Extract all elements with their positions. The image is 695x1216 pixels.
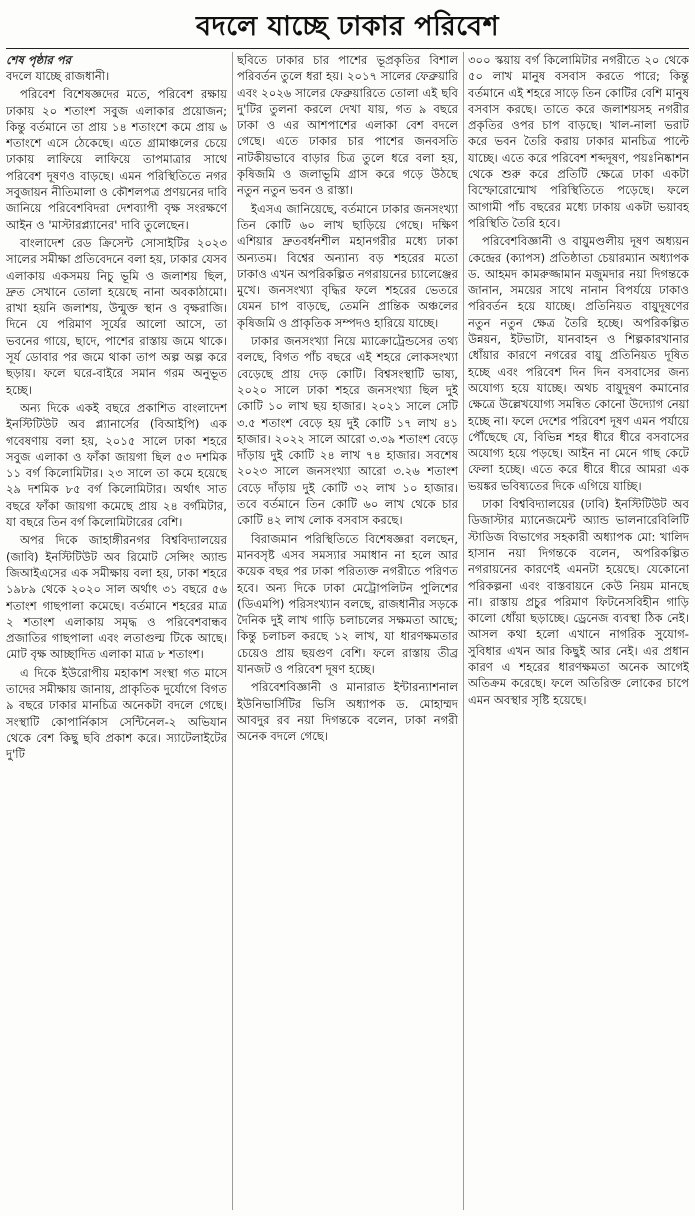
paragraph: পরিবেশবিজ্ঞানী ও বায়ুমণ্ডলীয় দূষণ অধ্যয়ন কেন্দ্রের (ক্যাপস) প্রতিষ্ঠাতা চেয়ারম্যান অধ্যাপক ড. আহমদ কামরুজ্জামান মজুমদার নয়া দিগন্তকে জানান, সময়ের সাথে নানান বিপর্যয়ে ঢাকাও পরিবর্তন হয়ে যাচ্ছে। প্রতিনিয়ত বায়ুদূষণের নতুন নতুন ক্ষেত্র তৈরি হচ্ছে। অপরিকল্পিত উন্নয়ন, ইটভাটা, যানবাহন ও শিল্পকারখানার ধোঁয়ার কারণে নগরের বায়ু প্রতিনিয়ত দূষিত হচ্ছে এবং পরিবেশ দিন দিন বসবাসের জন্য অযোগ্য হয়ে যাচ্ছে। অথচ বায়ুদূষণ কমানোর ক্ষেত্রে উল্লেখযোগ্য সমন্বিত কোনো উদ্যোগ নেয়া হচ্ছে না। ফলে দেশের পরিবেশ দূষণ এমন পর্যায়ে পৌঁছেছে যে, বিভিন্ন শহর ধীরে ধীরে বসবাসের অযোগ্য হয়ে পড়ছে। আইন না মেনে গাছ কেটে ফেলা হচ্ছে। এতে করে ধীরে ধীরে আমরা এক ভয়ঙ্কর ভবিষ্যতের দিকে এগিয়ে যাচ্ছি।	[468, 234, 689, 493]
paragraph: পরিবেশ বিশেষজ্ঞদের মতে, পরিবেশ রক্ষায় ঢাকায় ২০ শতাংশ সবুজ এলাকার প্রয়োজন; কিন্তু বর্তমানে তা প্রায় ১৪ শতাংশে কমে প্রায় ৬ শতাংশে এসে ঠেকেছে। এতে গ্রামাঞ্চলের চেয়ে ঢাকায় লাফিয়ে লাফিয়ে তাপমাত্রার সাথে পরিবেশ দূষণও বাড়ছে। এমন পরিস্থিতিতে নগর সবুজায়ন নীতিমালা ও কৌশলপত্র প্রণয়নের দাবি জানিয়ে পরিবেশবিদরা দেশব্যাপী বৃক্ষ সংরক্ষণে আইন ও 'মাস্টারপ্ল্যানের' দাবি তুলেছেন।	[6, 87, 227, 232]
paragraph: ঢাকা বিশ্ববিদ্যালয়ের (ঢাবি) ইনস্টিটিউট অব ডিজাস্টার ম্যানেজমেন্ট অ্যান্ড ভালনারেবিলিটি স্টাডিজ বিভাগের সহকারী অধ্যাপক মো: খালিদ হাসান নয়া দিগন্তকে বলেন, অপরিকল্পিত নগরায়নের কারণেই এমনটা হয়েছে। যেকোনো পরিকল্পনা এবং বাস্তবায়নে কেউ নিয়ম মানছে না। রাস্তায় প্রচুর পরিমাণ ফিটনেসবিহীন গাড়ি কালো ধোঁয়া ছড়াচ্ছে। ড্রেনেজ ব্যবস্থা ঠিক নেই। আসল কথা হলো এখানে নাগরিক সুযোগ-সুবিধার এখন আর কিছুই আর নেই। এর প্রধান কারণ এ শহরের ধারণক্ষমতা অনেক আগেই অতিক্রম করেছে। ফলে অতিরিক্ত লোকের চাপে এমন অবস্থার সৃষ্টি হয়েছে।	[468, 497, 689, 707]
paragraph: ঢাকার জনসংখ্যা নিয়ে ম্যাক্রোট্রেন্ডসের তথ্য বলছে, বিগত পাঁচ বছরে এই শহরে লোকসংখ্যা বেড়েছে প্রায় দেড় কোটি। বিশ্বসংস্থাটি ভাষ্য, ২০২০ সালে ঢাকা শহরে জনসংখ্যা ছিল দুই কোটি ১০ লাখ ছয় হাজার। ২০২১ সালে সেটি ৩.৫ শতাংশ বেড়ে হয় দুই কোটি ১৭ লাখ ৪১ হাজার। ২০২২ সালে আরো ৩.৩৯ শতাংশ বেড়ে দাঁড়ায় দুই কোটি ২৪ লাখ ৭৪ হাজার। সবশেষ ২০২৩ সালে জনসংখ্যা আরো ৩.২৬ শতাংশ বেড়ে দাঁড়ায় দুই কোটি ৩২ লাখ ১০ হাজার। তবে বর্তমানে তিন কোটি ৬০ লাখ থেকে চার কোটি ৪২ লাখ লোক বসবাস করছে।	[237, 334, 458, 528]
paragraph: পরিবেশবিজ্ঞানী ও মানারাত ইন্টারন্যাশনাল ইউনিভার্সিটির ভিসি অধ্যাপক ড. মোহাম্মদ আবদুর রব নয়া দিগন্তকে বলেন, ঢাকা নগরী অনেক বদলে গেছে।	[237, 680, 458, 744]
article-body	[6, 52, 689, 1210]
column-divider	[232, 52, 233, 1210]
paragraph: ইএসএ জানিয়েছে, বর্তমানে ঢাকার জনসংখ্যা তিন কোটি ৬০ লাখ ছাড়িয়ে গেছে। দক্ষিণ এশিয়ার দ্রুতবর্ধনশীল মহানগরীর মধ্যে ঢাকা অন্যতম। বিশ্বের অন্যান্য বড় শহরের মতো ঢাকাও এখন অপরিকল্পিত নগরায়নের চ্যালেঞ্জের মুখে। জনসংখ্যা বৃদ্ধির ফলে শহরের ভেতরে যেমন চাপ বাড়ছে, তেমনি প্রান্তিক অঞ্চলের কৃষিজমি ও প্রাকৃতিক সম্পদও হারিয়ে যাচ্ছে।	[237, 201, 458, 330]
paragraph: বাংলাদেশ রেড ক্রিসেন্ট সোসাইটির ২০২৩ সালের সমীক্ষা প্রতিবেদনে বলা হয়, ঢাকার যেসব এলাকায় একসময় নিচু ভূমি ও জলাশয় ছিল, দ্রুত সেখানে তোলা হয়েছে নানা অবকাঠামো। রাখা হয়নি জলাশয়, উন্মুক্ত স্থান ও বৃক্ষরাজি। দিনে যে পরিমাণ সূর্যের আলো আসে, তা ভবনের গায়ে, ছাদে, পাশের রাস্তায় জমে থাকে। সূর্য ডোবার পর জমে থাকা তাপ অল্প অল্প করে ছড়ায়। ফলে ঘরে-বাইরে সমান গরম অনুভূত হচ্ছে।	[6, 235, 227, 397]
column-3	[468, 52, 689, 1210]
headline-rule	[6, 48, 689, 49]
paragraph: ছবিতে ঢাকার চার পাশের ভূপ্রকৃতির বিশাল পরিবর্তন তুলে ধরা হয়। ২০১৭ সালের ফেব্রুয়ারি এবং ২০২৬ সালের ফেব্রুয়ারিতে তোলা এই ছবি দু'টির তুলনা করলে দেখা যায়, গত ৯ বছরে ঢাকা ও এর আশপাশের এলাকা বেশ বদলে গেছে। এতে ঢাকার চার পাশের জনবসতি নাটকীয়ভাবে বাড়ার চিত্র তুলে ধরে বলা হয়, কৃষিজমি ও জলাভূমি গ্রাস করে গড়ে উঠছে নতুন নতুন ভবন ও রাস্তা।	[237, 53, 458, 198]
paragraph: অপর দিকে জাহাঙ্গীরনগর বিশ্ববিদ্যালয়ের (জাবি) ইনস্টিটিউট অব রিমোট সেন্সিং অ্যান্ড জিআইএসের এক সমীক্ষায় বলা হয়, ঢাকা শহরে ১৯৮৯ থেকে ২০২০ সাল অর্থাৎ ৩১ বছরে ৫৬ শতাংশ গাছপালা কমেছে। বর্তমানে শহরের মাত্র ২ শতাংশ এলাকায় সমৃদ্ধ ও পরিবেশবান্ধব প্রজাতির গাছপালা এবং লতাগুল্ম টিকে আছে। মোট বৃক্ষ আচ্ছাদিত এলাকা মাত্র ৮ শতাংশ।	[6, 533, 227, 662]
paragraph: বিরাজমান পরিস্থিতিতে বিশেষজ্ঞরা বলছেন, মানবসৃষ্ট এসব সমস্যার সমাধান না হলে আর কয়েক বছর পর ঢাকা পরিত্যক্ত নগরীতে পরিণত হবে। অন্য দিকে ঢাকা মেট্রোপলিটন পুলিশের (ডিএমপি) পরিসংখ্যান বলছে, রাজধানীর সড়কে দৈনিক দুই লাখ গাড়ি চলাচলের সক্ষমতা আছে; কিন্তু চলাচল করছে ১২ লাখ, যা ধারণক্ষমতার চেয়েও প্রায় ছয়গুণ বেশি। ফলে রাস্তায় তীব্র যানজট ও পরিবেশ দূষণ হচ্ছে।	[237, 531, 458, 676]
paragraph: এ দিকে ইউরোপীয় মহাকাশ সংস্থা গত মাসে তাদের সমীক্ষায় জানায়, প্রাকৃতিক দুর্যোগে বিগত ৯ বছরে ঢাকার মানচিত্র অনেকটা বদলে গেছে। সংস্থাটি কোপার্নিকাস সেন্টিনেল-২ অভিযান থেকে বেশ কিছু ছবি প্রকাশ করে। স্যাটেলাইটের দু'টি	[6, 665, 227, 762]
paragraph: বদলে যাচ্ছে রাজধানী।	[6, 69, 110, 83]
continued-from-label: শেষ পৃষ্ঠার পর	[6, 53, 71, 67]
column-1	[6, 52, 227, 1210]
column-2	[237, 52, 458, 1210]
paragraph: ৩০০ স্কয়ায় বর্গ কিলোমিটার নগরীতে ২০ থেকে ৫০ লাখ মানুষ বসবাস করতে পারে; কিন্তু বর্তমানে এই শহরে সাড়ে তিন কোটির বেশি মানুষ বসবাস করছে। তাতে করে জলাশয়সহ নগরীর প্রকৃতির ওপর চাপ বাড়ছে। খাল-নালা ভরাট করে ভবন তৈরি করায় ঢাকার মানচিত্র পাল্টে যাচ্ছে। এতে করে পরিবেশ শব্দদূষণ, পয়ঃনিষ্কাশন থেকে শুরু করে প্রতিটি ক্ষেত্রে ঢাকা একটা বিস্ফোরোন্মোখ পরিস্থিতিতে পড়েছে। ফলে আগামী পাঁচ বছরের মধ্যে ঢাকায় একটা ভয়াবহ পরিস্থিতি তৈরি হবে।	[468, 53, 689, 230]
paragraph: অন্য দিকে একই বছরে প্রকাশিত বাংলাদেশ ইনস্টিটিউট অব প্ল্যানার্সের (বিআইপি) এক গবেষণায় বলা হয়, ২০১৫ সালে ঢাকা শহরে সবুজ এলাকা ও ফাঁকা জায়গা ছিল ৫৩ দশমিক ১১ বর্গ কিলোমিটার। ২৩ সালে তা কমে হয়েছে ২৯ দশমিক ৮৫ বর্গ কিলোমিটার। অর্থাৎ সাত বছরে ফাঁকা জায়গা কমেছে প্রায় ২৪ বর্গমিটার, যা বছরে তিন বর্গ কিলোমিটারের বেশি।	[6, 400, 227, 530]
column-divider	[463, 52, 464, 1210]
article-headline: বদলে যাচ্ছে ঢাকার পরিবেশ	[195, 11, 500, 42]
